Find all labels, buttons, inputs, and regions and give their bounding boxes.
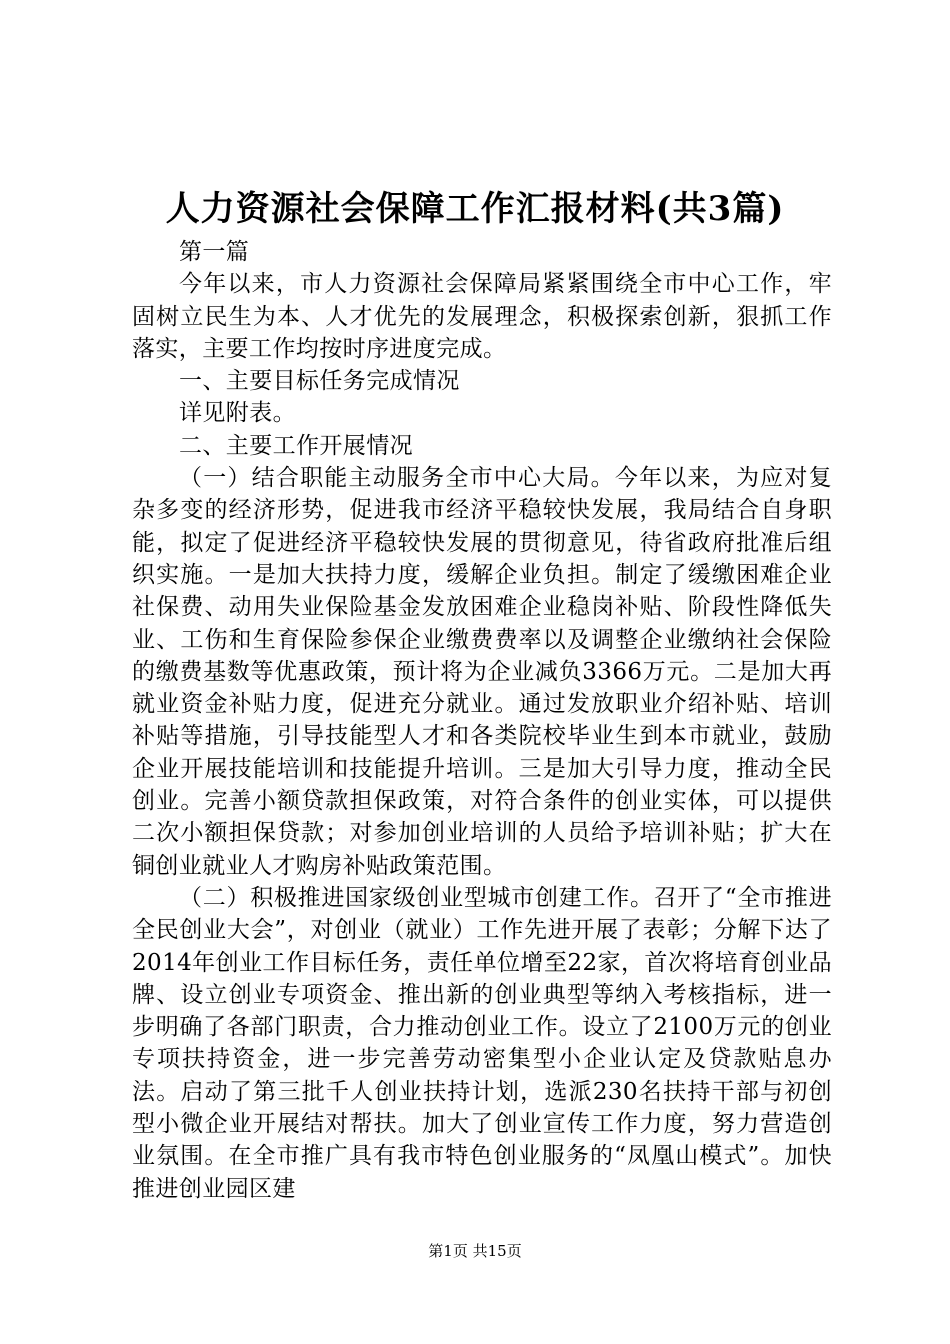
paragraph-item-2: （二）积极推进国家级创业型城市创建工作。召开了“全市推进全民创业大会”，对创业（就业）工作先进开展了表彰；分解下达了2014年创业工作目标任务，责任单位增至22家，首次将培育创业品牌、设立创业专项资金、推出新的创业典型等纳入考核指标，进一步明确了各部门职责，合力推动创业工作。设立了2100万元的创业专项扶持资金，进一步完善劳动密集型小企业认定及贷款贴息办法。启动了第三批千人创业扶持计划，选派230名扶持干部与初创型小微企业开展结对帮扶。加大了创业宣传工作力度，努力营造创业氛围。在全市推广具有我市特色创业服务的“凤凰山模式”。加快推进创业园区建 bbox=[132, 884, 832, 1202]
section-heading: 第一篇 bbox=[179, 239, 250, 265]
paragraph-intro: 今年以来，市人力资源社会保障局紧紧围绕全市中心工作，牢固树立民生为本、人才优先的发展理念，积极探索创新，狠抓工作落实，主要工作均按时序进度完成。 bbox=[132, 271, 832, 362]
paragraph-item-1: （一）结合职能主动服务全市中心大局。今年以来，为应对复杂多变的经济形势，促进我市经济平稳较快发展，我局结合自身职能，拟定了促进经济平稳较快发展的贯彻意见，待省政府批准后组织实施。一是加大扶持力度，缓解企业负担。制定了缓缴困难企业社保费、动用失业保险基金发放困难企业稳岗补贴、阶段性降低失业、工伤和生育保险参保企业缴费费率以及调整企业缴纳社会保险的缴费基数等优惠政策，预计将为企业减负3366万元。二是加大再就业资金补贴力度，促进充分就业。通过发放职业介绍补贴、培训补贴等措施，引导技能型人才和各类院校毕业生到本市就业，鼓励企业开展技能培训和技能提升培训。三是加大引导力度，推动全民创业。完善小额贷款担保政策，对符合条件的创业实体，可以提供二次小额担保贷款；对参加创业培训的人员给予培训补贴；扩大在铜创业就业人才购房补贴政策范围。 bbox=[132, 465, 832, 879]
heading-main-work: 二、主要工作开展情况 bbox=[179, 432, 413, 459]
paragraph-see-appendix: 详见附表。 bbox=[179, 400, 296, 427]
page-footer: 第1页 共15页 bbox=[428, 1242, 522, 1260]
document-title: 人力资源社会保障工作汇报材料(共3篇) bbox=[165, 189, 785, 229]
heading-main-targets: 一、主要目标任务完成情况 bbox=[179, 368, 460, 395]
document-body bbox=[132, 236, 832, 1205]
